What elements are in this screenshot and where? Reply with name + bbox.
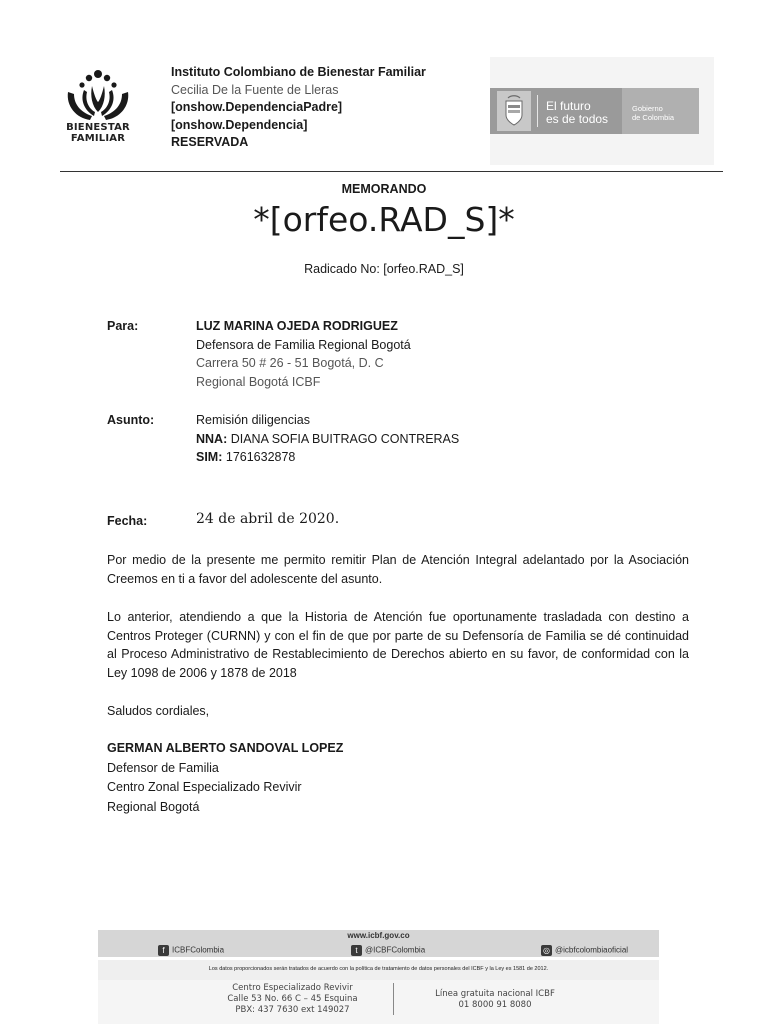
footer-facebook[interactable] xyxy=(158,945,224,956)
gov-line1: Gobierno xyxy=(632,104,663,113)
recipient-region: Regional Bogotá ICBF xyxy=(196,374,321,389)
recipient-address: Carrera 50 # 26 - 51 Bogotá, D. C xyxy=(196,356,384,370)
gov-colombia-label xyxy=(632,104,674,122)
recipient-block xyxy=(196,317,411,391)
subject-text: Remisión diligencias xyxy=(196,413,310,427)
subject-block xyxy=(196,411,459,467)
address-line3: PBX: 437 7630 ext 149027 xyxy=(235,1005,350,1015)
institution-name: Instituto Colombiano de Bienestar Familiar xyxy=(171,65,426,79)
fecha-label: Fecha: xyxy=(107,514,148,528)
hotline-label: Línea gratuita nacional ICBF xyxy=(435,989,555,999)
footer-twitter[interactable] xyxy=(351,945,425,956)
twitter-handle: @ICBFColombia xyxy=(365,945,426,955)
footer-website[interactable]: www.icbf.gov.co xyxy=(347,931,410,940)
dependency-parent: [onshow.DependenciaPadre] xyxy=(171,100,343,114)
gov-separator xyxy=(537,95,538,127)
slogan-line1: El futuro xyxy=(546,99,591,113)
address-line2: Calle 53 No. 66 C – 45 Esquina xyxy=(227,994,358,1004)
radicado-code: *[orfeo.RAD_S]* xyxy=(253,200,515,239)
radicado-number: Radicado No: [orfeo.RAD_S] xyxy=(304,262,464,276)
classification: RESERVADA xyxy=(171,135,249,149)
dependency: [onshow.Dependencia] xyxy=(171,117,308,132)
slogan-line2: es de todos xyxy=(546,112,609,126)
signer-center: Centro Zonal Especializado Revivir xyxy=(107,780,302,794)
body-paragraph-1: Por medio de la presente me permito remitir Plan de Atención Integral adelantado por la Asociación Creemos en ti a favor del adolescente del asunto. xyxy=(107,553,689,586)
instagram-icon: ◎ xyxy=(541,945,552,956)
twitter-icon: t xyxy=(351,945,362,956)
letterhead xyxy=(171,64,426,152)
recipient-role: Defensora de Familia Regional Bogotá xyxy=(196,337,411,352)
logo-wordmark xyxy=(62,122,134,144)
colombia-shield-icon xyxy=(497,91,531,131)
footer-instagram[interactable] xyxy=(541,945,628,956)
footer-address xyxy=(210,983,375,1016)
body-paragraph-2: Lo anterior, atendiendo a que la Historia de Atención fue oportunamente trasladada con destino a Centros Proteger (CURNN) y con el fin de que por parte de su Defensoría de Familia se dé continuidad al Proceso Administrativo de Restablecimiento de Derechos abierto en su favor, de conformidad con la Ley 1098 de 2006 y 1878 de 2018 xyxy=(107,610,689,680)
memo-type: MEMORANDO xyxy=(341,182,427,196)
asunto-label: Asunto: xyxy=(107,413,155,427)
gov-line2: de Colombia xyxy=(632,113,675,122)
header-divider xyxy=(60,171,723,172)
instagram-handle: @icbfcolombiaoficial xyxy=(555,945,629,955)
footer-contact-bar xyxy=(98,980,659,1024)
footer-divider xyxy=(393,983,394,1015)
gov-slogan xyxy=(546,100,608,126)
address-line1: Centro Especializado Revivir xyxy=(232,983,353,993)
nna-value: DIANA SOFIA BUITRAGO CONTRERAS xyxy=(227,431,460,446)
signer-name: GERMAN ALBERTO SANDOVAL LOPEZ xyxy=(107,741,344,755)
facebook-icon: f xyxy=(158,945,169,956)
para-label: Para: xyxy=(107,319,139,333)
recipient-name: LUZ MARINA OJEDA RODRIGUEZ xyxy=(196,319,398,333)
logo-line1: BIENESTAR xyxy=(66,122,130,133)
sim-label: SIM: xyxy=(196,450,223,464)
footer-hotline xyxy=(420,989,570,1011)
footer-legal: Los datos proporcionados serán tratados de acuerdo con la política de tratamiento de datos personales del ICBF y la Ley es 1581 de 2012. xyxy=(208,966,549,972)
fecha-value: 24 de abril de 2020. xyxy=(196,511,340,527)
closing: Saludos cordiales, xyxy=(107,704,210,718)
director-name: Cecilia De la Fuente de Lleras xyxy=(171,82,339,97)
hotline-number: 01 8000 91 8080 xyxy=(458,1000,532,1010)
signer-role: Defensor de Familia xyxy=(107,760,219,775)
facebook-handle: ICBFColombia xyxy=(172,945,225,955)
nna-label: NNA: xyxy=(196,431,228,446)
signature-block xyxy=(107,739,343,817)
logo-line2: FAMILIAR xyxy=(70,133,126,144)
signer-region: Regional Bogotá xyxy=(107,799,200,814)
sim-value: 1761632878 xyxy=(222,450,296,464)
